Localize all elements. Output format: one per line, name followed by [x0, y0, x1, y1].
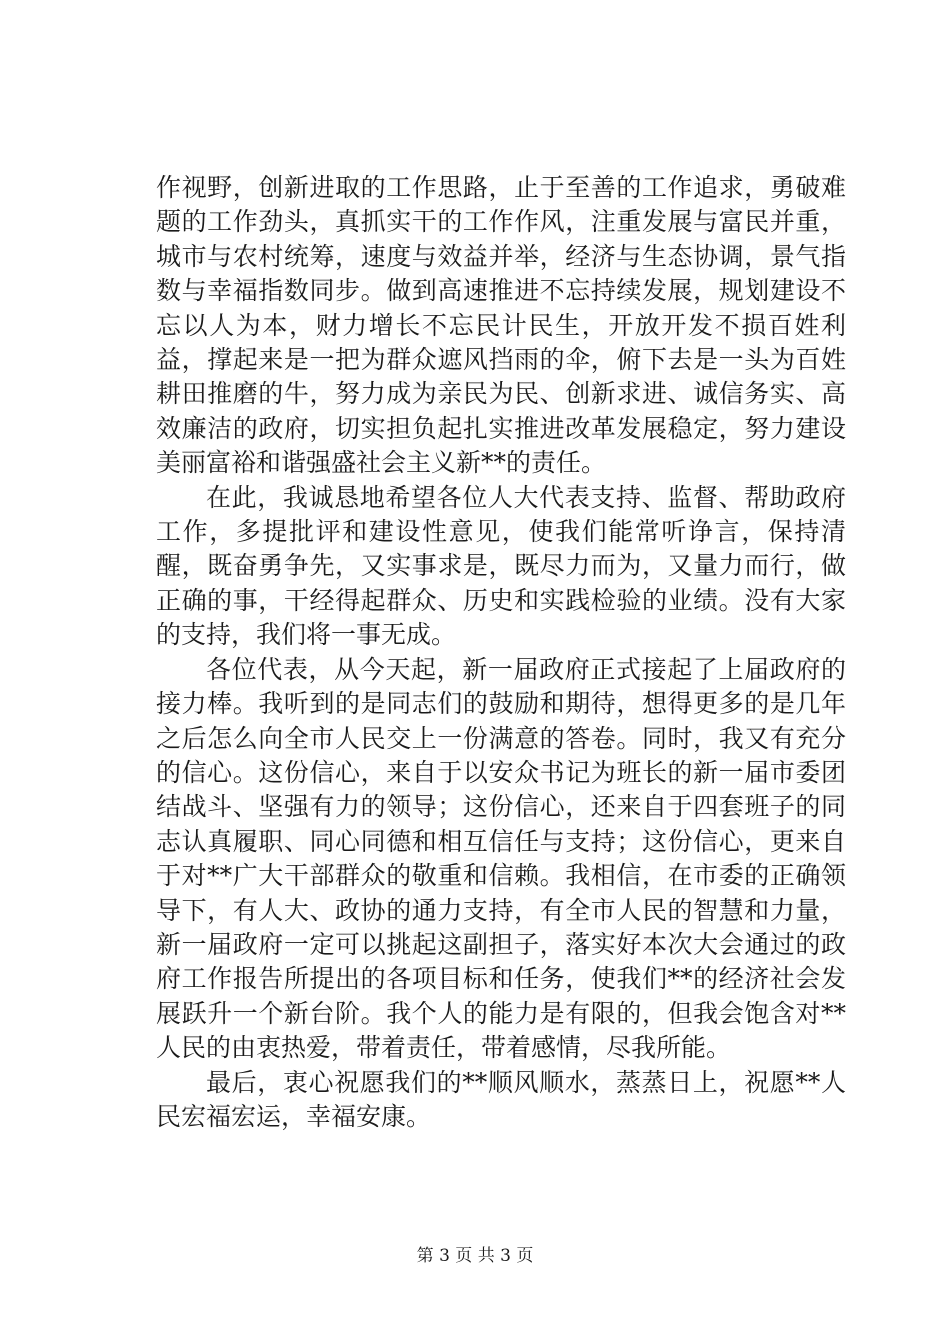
paragraph-appeal: 在此，我诚恳地希望各位人大代表支持、监督、帮助政府工作，多提批评和建设性意见，使我们能常听诤言，保持清醒，既奋勇争先，又实事求是，既尽力而为，又量力而行，做正确的事，干经得起群众、历史和实践检验的业绩。没有大家的支持，我们将一事无成。: [156, 482, 846, 650]
document-body: [156, 171, 846, 1134]
page-footer: 第 3 页 共 3 页: [416, 1246, 534, 1266]
paragraph-closing-wishes: 最后，衷心祝愿我们的**顺风顺水，蒸蒸日上，祝愿**人民宏福宏运，幸福安康。: [156, 1067, 846, 1131]
paragraph-continuation: 作视野，创新进取的工作思路，止于至善的工作追求，勇破难题的工作劲头，真抓实干的工作作风，注重发展与富民并重，城市与农村统筹，速度与效益并举，经济与生态协调，景气指数与幸福指数同步。做到高速推进不忘持续发展，规划建设不忘以人为本，财力增长不忘民计民生，开放开发不损百姓利益，撑起来是一把为群众遮风挡雨的伞，俯下去是一头为百姓耕田推磨的牛，努力成为亲民为民、创新求进、诚信务实、高效廉洁的政府，切实担负起扎实推进改革发展稳定，努力建设美丽富裕和谐强盛社会主义新**的责任。: [156, 173, 846, 478]
paragraph-confidence: 各位代表，从今天起，新一届政府正式接起了上届政府的接力棒。我听到的是同志们的鼓励和期待，想得更多的是几年之后怎么向全市人民交上一份满意的答卷。同时，我又有充分的信心。这份信心，来自于以安众书记为班长的新一届市委团结战斗、坚强有力的领导；这份信心，还来自于四套班子的同志认真履职、同心同德和相互信任与支持；这份信心，更来自于对**广大干部群众的敬重和信赖。我相信，在市委的正确领导下，有人大、政协的通力支持，有全市人民的智慧和力量，新一届政府一定可以挑起这副担子，落实好本次大会通过的政府工作报告所提出的各项目标和任务，使我们**的经济社会发展跃升一个新台阶。我个人的能力是有限的，但我会饱含对**人民的由衷热爱，带着责任，带着感情，尽我所能。: [156, 654, 846, 1063]
